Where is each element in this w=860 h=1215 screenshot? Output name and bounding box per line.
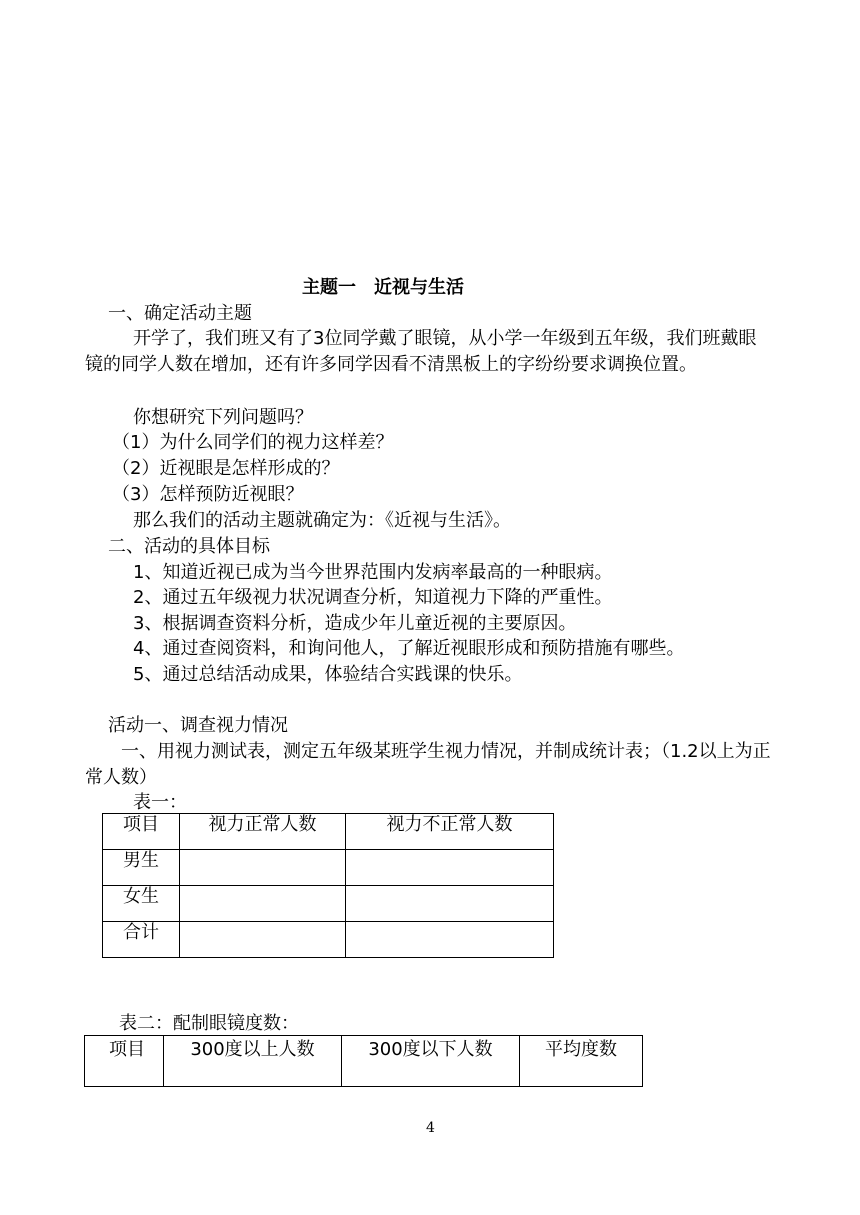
table-row [103,850,554,886]
table-header-cell: 项目 [85,1036,164,1087]
table-row [103,886,554,922]
theme-conclusion: 那么我们的活动主题就确定为：《近视与生活》。 [133,510,511,531]
table-header-row [103,814,554,850]
table2-caption: 表二：配制眼镜度数： [119,1013,299,1034]
table-header-row [85,1036,643,1087]
table-row [103,922,554,958]
goal-item: 5、通过总结活动成果，体验结合实践课的快乐。 [133,664,523,685]
table1 [102,813,554,958]
table-cell [180,922,346,958]
goal-item: 2、通过五年级视力状况调查分析，知道视力下降的严重性。 [133,587,613,608]
activity1-paragraph: 一、用视力测试表，测定五年级某班学生视力情况，并制成统计表；（1.2以上为正常人数） [85,741,771,788]
section1-heading: 一、确定活动主题 [108,303,252,324]
table-cell: 女生 [103,886,180,922]
table-cell [346,886,554,922]
question-item: （1）为什么同学们的视力这样差？ [112,432,394,453]
question-item: （3）怎样预防近视眼？ [112,484,304,505]
section2-heading: 二、活动的具体目标 [108,536,270,557]
table-header-cell: 平均度数 [520,1036,643,1087]
question-item: （2）近视眼是怎样形成的？ [112,458,340,479]
table-cell [180,850,346,886]
table-cell [180,886,346,922]
question-intro: 你想研究下列问题吗？ [133,407,313,428]
table-header-cell: 视力正常人数 [180,814,346,850]
goal-item: 4、通过查阅资料，和询问他人，了解近视眼形成和预防措施有哪些。 [133,638,685,659]
table-header-cell: 项目 [103,814,180,850]
page-title: 主题一 近视与生活 [302,277,464,298]
table-cell: 合计 [103,922,180,958]
table-cell [346,922,554,958]
table-cell: 男生 [103,850,180,886]
table-header-cell: 300度以上人数 [164,1036,342,1087]
table1-caption: 表一： [133,792,187,813]
activity1-heading: 活动一、调查视力情况 [108,715,288,736]
goal-item: 3、根据调查资料分析，造成少年儿童近视的主要原因。 [133,613,577,634]
table-header-cell: 视力不正常人数 [346,814,554,850]
table2 [84,1035,643,1087]
goal-item: 1、知道近视已成为当今世界范围内发病率最高的一种眼病。 [133,562,613,583]
table-cell [346,850,554,886]
page-number: 4 [426,1120,435,1136]
table-header-cell: 300度以下人数 [342,1036,520,1087]
section1-paragraph: 开学了，我们班又有了3位同学戴了眼镜，从小学一年级到五年级，我们班戴眼镜的同学人数在增加，还有许多同学因看不清黑板上的字纷纷要求调换位置。 [85,328,757,375]
